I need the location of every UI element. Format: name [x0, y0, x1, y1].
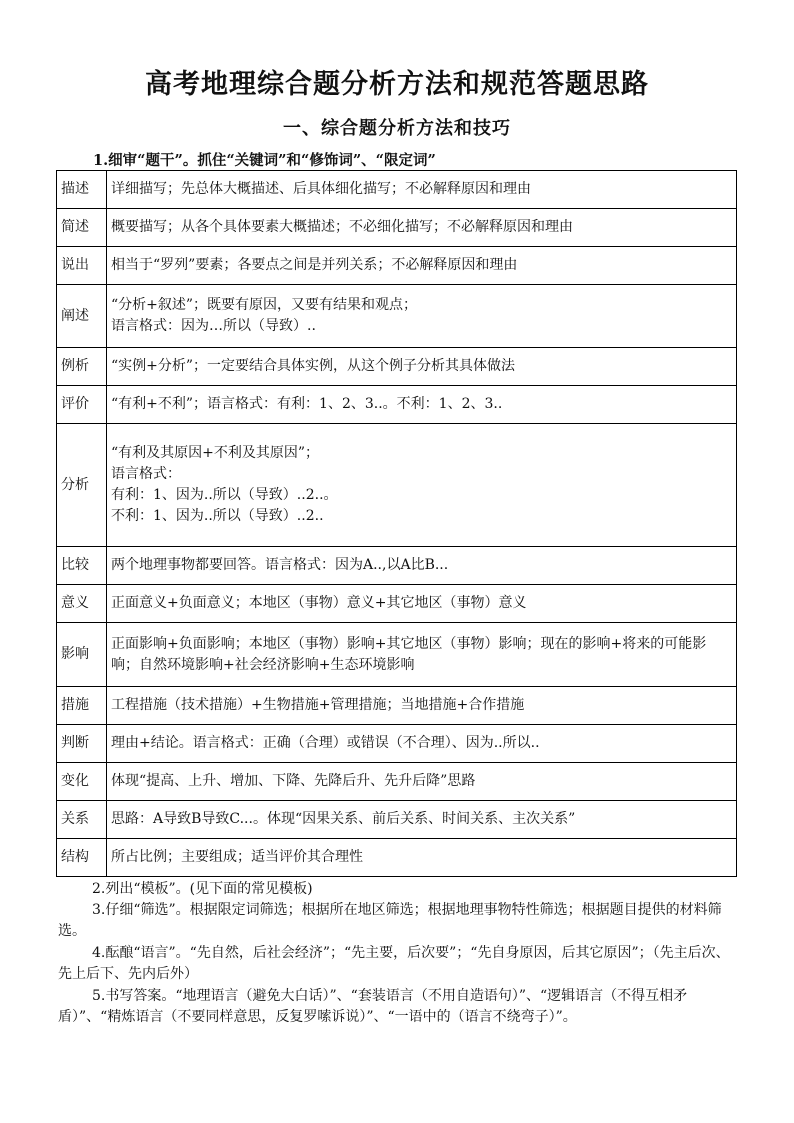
definition-line: 不利：1、因为..所以（导致）..2..: [111, 508, 324, 524]
table-row: [57, 247, 737, 285]
term-cell: 关系: [57, 801, 107, 839]
table-row: [57, 424, 737, 547]
definition-line: 正面影响+负面影响；本地区（事物）影响+其它地区（事物）影响；现在的影响+将来的可能影响；自然环境影响+社会经济影响+生态环境影响: [111, 635, 707, 673]
definition-cell: [107, 547, 737, 585]
term-cell: 阐述: [57, 285, 107, 348]
paragraph-2: 2.列出“模板”。(见下面的常见模板): [92, 881, 313, 897]
definition-line: “分析+叙述”；既要有原因，又要有结果和观点；: [111, 297, 418, 313]
definition-cell: [107, 285, 737, 348]
definition-line: 有利：1、因为..所以（导致）..2..。: [111, 487, 338, 503]
term-cell: 措施: [57, 687, 107, 725]
paragraph-3: 3.仔细“筛选”。根据限定词筛选；根据所在地区筛选；根据地理事物特性筛选；根据题目提供的材料筛选。: [58, 902, 722, 939]
term-cell: 简述: [57, 209, 107, 247]
definition-line: 两个地理事物都要回答。语言格式：因为A..,以A比B...: [111, 557, 449, 573]
term-cell: 分析: [57, 424, 107, 547]
terms-table: [56, 170, 737, 877]
definition-cell: [107, 687, 737, 725]
table-row: [57, 839, 737, 877]
section-heading: 一、综合题分析方法和技巧: [283, 118, 511, 139]
table-row: [57, 623, 737, 687]
definition-line: 概要描写；从各个具体要素大概描述；不必细化描写；不必解释原因和理由: [111, 219, 573, 235]
definition-cell: [107, 348, 737, 386]
term-cell: 说出: [57, 247, 107, 285]
table-row: [57, 348, 737, 386]
term-cell: 意义: [57, 585, 107, 623]
definition-line: 工程措施（技术措施）+生物措施+管理措施；当地措施+合作措施: [111, 697, 525, 713]
definition-line: 所占比例；主要组成；适当评价其合理性: [111, 849, 363, 865]
definition-line: “有利+不利”；语言格式：有利：1、2、3..。不利：1、2、3..: [111, 396, 503, 412]
table-row: [57, 171, 737, 209]
paragraph-5: 5.书写答案。“地理语言（避免大白话）”、“套装语言（不用自造语句）”、“逻辑语言（不得互相矛盾）”、“精炼语言（不要同样意思，反复罗嗦诉说）”、“一语中的（语言不绕弯子）”。: [58, 988, 688, 1025]
term-cell: 评价: [57, 386, 107, 424]
definition-cell: [107, 247, 737, 285]
definition-cell: [107, 623, 737, 687]
term-cell: 影响: [57, 623, 107, 687]
table-row: [57, 725, 737, 763]
table-row: [57, 547, 737, 585]
definition-cell: [107, 424, 737, 547]
table-row: [57, 763, 737, 801]
definition-line: 理由+结论。语言格式：正确（合理）或错误（不合理）、因为..所以..: [111, 735, 540, 751]
definition-line: 体现“提高、上升、增加、下降、先降后升、先升后降”思路: [111, 773, 476, 789]
definition-line: 语言格式：因为…所以（导致）..: [111, 318, 316, 334]
term-cell: 例析: [57, 348, 107, 386]
term-cell: 描述: [57, 171, 107, 209]
definition-cell: [107, 763, 737, 801]
table-row: [57, 386, 737, 424]
definition-line: 正面意义+负面意义；本地区（事物）意义+其它地区（事物）意义: [111, 595, 527, 611]
term-cell: 结构: [57, 839, 107, 877]
table-row: [57, 285, 737, 348]
term-cell: 判断: [57, 725, 107, 763]
paragraph-4: 4.酝酿“语言”。“先自然，后社会经济”；“先主要，后次要”；“先自身原因，后其它原因”；（先主后次、先上后下、先内后外）: [58, 945, 730, 982]
definition-line: 详细描写；先总体大概描述、后具体细化描写；不必解释原因和理由: [111, 181, 531, 197]
item1-heading: 1.细审“题干”。抓住“关键词”和“修饰词”、“限定词”: [93, 152, 436, 169]
definition-cell: [107, 171, 737, 209]
definition-line: 语言格式：: [111, 466, 181, 482]
table-row: [57, 209, 737, 247]
page-title: 高考地理综合题分析方法和规范答题思路: [145, 69, 649, 100]
definition-line: “有利及其原因+不利及其原因”；: [111, 445, 320, 461]
definition-cell: [107, 839, 737, 877]
term-cell: 变化: [57, 763, 107, 801]
definition-line: “实例+分析”；一定要结合具体实例，从这个例子分析其具体做法: [111, 358, 516, 374]
definition-cell: [107, 386, 737, 424]
table-row: [57, 585, 737, 623]
definition-cell: [107, 585, 737, 623]
table-row: [57, 687, 737, 725]
definition-line: 相当于“罗列”要素；各要点之间是并列关系；不必解释原因和理由: [111, 257, 518, 273]
definition-cell: [107, 209, 737, 247]
definition-line: 思路：A导致B导致C...。体现“因果关系、前后关系、时间关系、主次关系”: [111, 811, 576, 827]
table-row: [57, 801, 737, 839]
definition-cell: [107, 725, 737, 763]
definition-cell: [107, 801, 737, 839]
term-cell: 比较: [57, 547, 107, 585]
